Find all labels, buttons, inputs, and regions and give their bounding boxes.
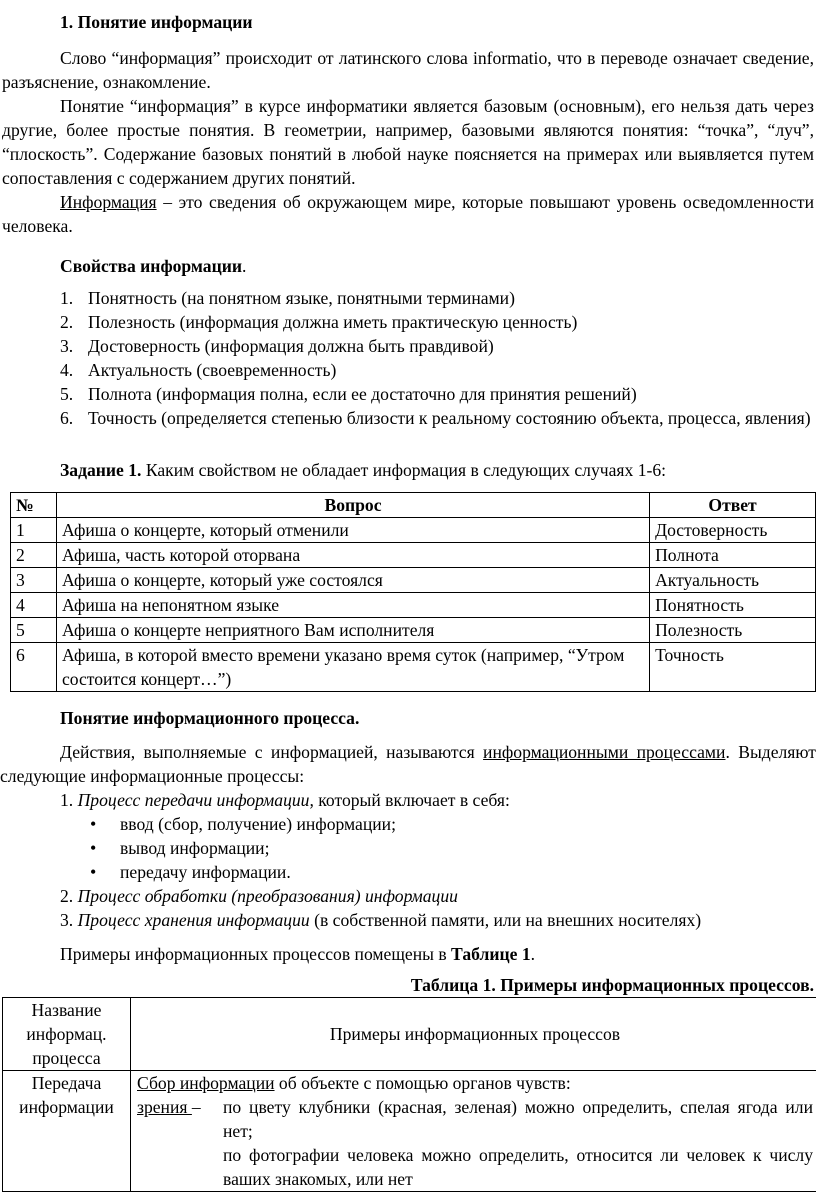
table-row: 6 Афиша, в которой вместо времени указано время суток (например, “Утром состоится концерт…”) Точность xyxy=(11,643,816,692)
table-row: 2 Афиша, часть которой оторвана Полнота xyxy=(11,543,816,568)
list-item: 6. Точность (определяется степенью близости к реальному состоянию объекта, процесса, явления) xyxy=(60,406,814,430)
table-row: 1 Афиша о концерте, который отменили Достоверность xyxy=(11,518,816,543)
process-term: информационными процессами xyxy=(483,742,725,762)
header-process-name: Название информац. процесса xyxy=(3,998,131,1071)
list-item: 2. Полезность (информация должна иметь практическую ценность) xyxy=(60,310,814,334)
header-number: № xyxy=(11,493,57,518)
header-answer: Ответ xyxy=(650,493,816,518)
task-text: Каким свойством не обладает информация в следующих случаях 1-6: xyxy=(141,460,666,480)
list-item: 1. Понятность (на понятном языке, понятными терминами) xyxy=(60,286,814,310)
section-heading: 1. Понятие информации xyxy=(60,10,253,34)
list-item: • вывод информации; xyxy=(90,836,816,860)
list-item: • ввод (сбор, получение) информации; xyxy=(90,812,816,836)
process-title: Понятие информационного процесса. xyxy=(60,706,359,730)
processes-table xyxy=(2,997,816,1192)
task-label: Задание 1. xyxy=(60,460,141,480)
process-section xyxy=(0,740,816,966)
properties-title: Свойства информации. xyxy=(60,254,246,278)
table-row: 3 Афиша о концерте, который уже состоялся Актуальность xyxy=(11,568,816,593)
process-bullets xyxy=(0,812,816,884)
header-question: Вопрос xyxy=(56,493,649,518)
properties-list xyxy=(60,286,814,430)
intro-paragraph-2: Понятие “информация” в курсе информатики является базовым (основным), его нельзя дать через другие, более простые понятия. В геометрии, например, базовыми являются понятия: “точка”, “луч”, “плоскость”. Содержание базовых понятий в любой науке поясняется на примерах или выявляется путем сопоставления с содержанием других понятий. xyxy=(2,94,814,190)
list-item: • передачу информации. xyxy=(90,860,816,884)
intro-text xyxy=(2,46,814,238)
process-name-cell: Передача информации xyxy=(3,1071,131,1192)
examples-cell: Сбор информации об объекте с помощью органов чувств: зрения – по цвету клубники (красная, зеленая) можно определить, спелая ягода или нет; по фотографии человека можно определить, относится ли человек к числу ваших знакомых, или нет xyxy=(131,1071,816,1192)
table-row: 5 Афиша о концерте неприятного Вам исполнителя Полезность xyxy=(11,618,816,643)
table-header-row xyxy=(3,998,816,1071)
process-item-3: 3. Процесс хранения информации (в собственной памяти, или на внешних носителях) xyxy=(0,908,816,932)
process-item-2: 2. Процесс обработки (преобразования) информации xyxy=(0,884,816,908)
process-item-1: 1. Процесс передачи информации, который включает в себя: xyxy=(0,788,816,812)
task-table xyxy=(10,492,816,692)
list-item: 5. Полнота (информация полна, если ее достаточно для принятия решений) xyxy=(60,382,814,406)
table-row xyxy=(3,1071,816,1192)
list-item: 4. Актуальность (своевременность) xyxy=(60,358,814,382)
list-item: 3. Достоверность (информация должна быть правдивой) xyxy=(60,334,814,358)
definition-paragraph xyxy=(2,190,814,238)
definition-text: – это сведения об окружающем мире, которые повышают уровень осведомленности человека. xyxy=(2,192,814,236)
definition-term: Информация xyxy=(60,192,157,212)
intro-paragraph-1: Слово “информация” происходит от латинского слова informatio, что в переводе означает сведение, разъяснение, ознакомление. xyxy=(2,46,814,94)
header-examples: Примеры информационных процессов xyxy=(131,998,816,1071)
task-line xyxy=(60,458,666,482)
table-row: 4 Афиша на непонятном языке Понятность xyxy=(11,593,816,618)
table-caption: Таблица 1. Примеры информационных процессов. xyxy=(411,973,814,997)
examples-line: Примеры информационных процессов помещены в Таблице 1. xyxy=(0,942,816,966)
process-paragraph: Действия, выполняемые с информацией, называются информационными процессами. Выделяют следующие информационные процессы: xyxy=(0,740,816,788)
table-header-row xyxy=(11,493,816,518)
